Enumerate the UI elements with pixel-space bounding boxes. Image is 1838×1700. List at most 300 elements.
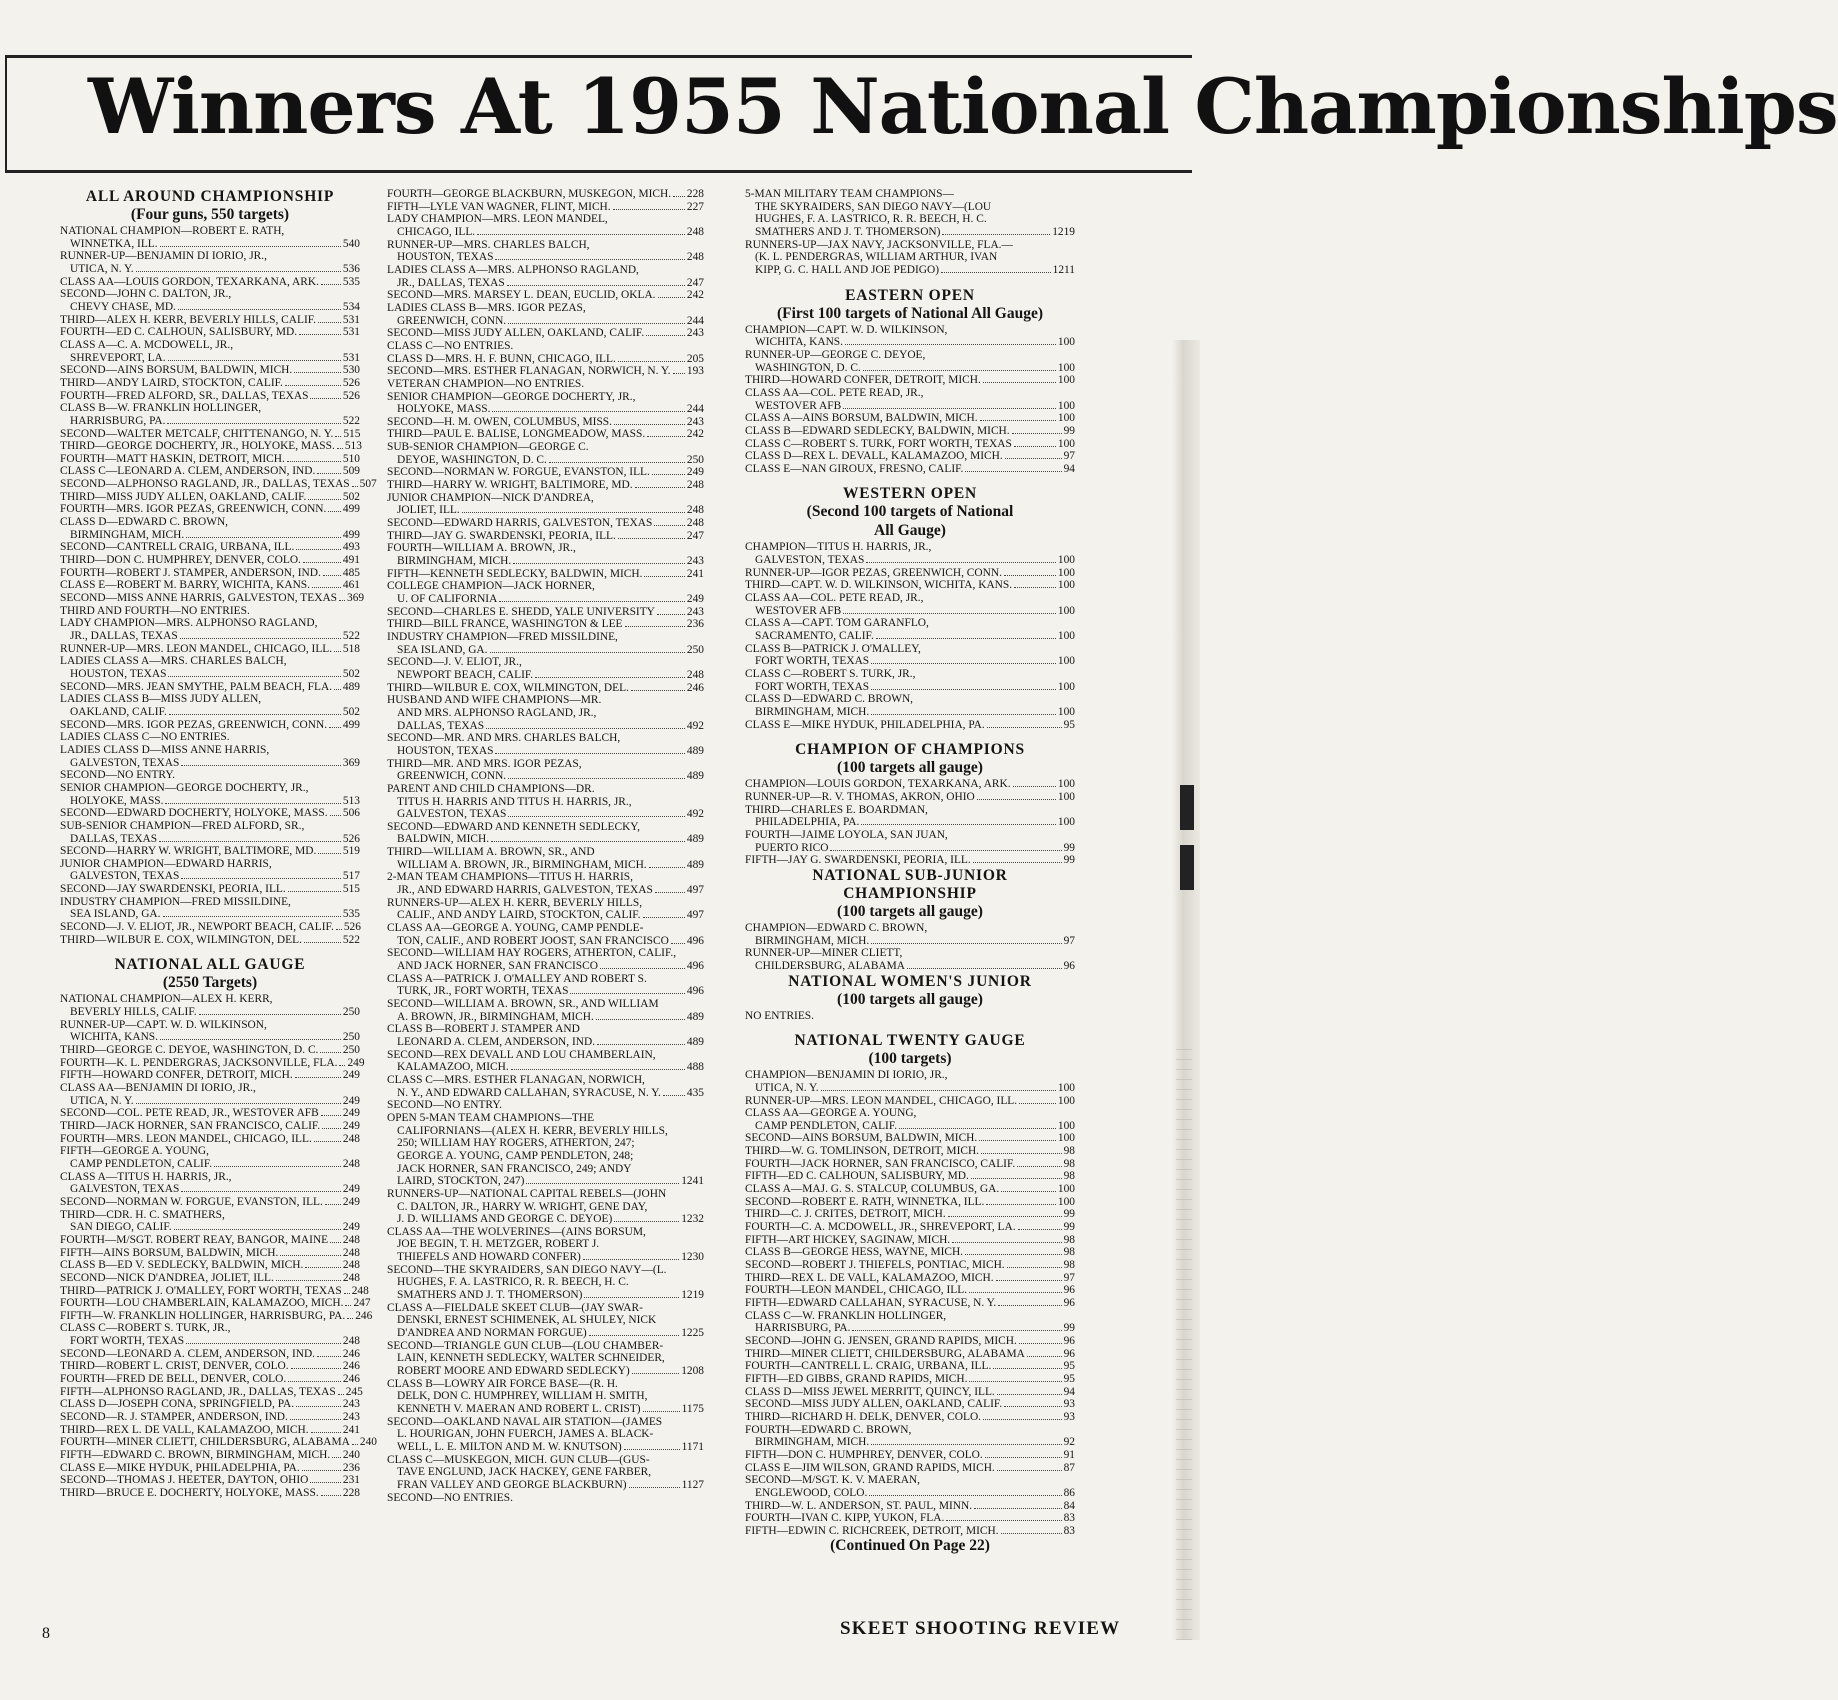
entry-text: FOURTH—MRS. LEON MANDEL, CHICAGO, ILL. [60,1132,312,1145]
entry-text: SECOND—R. J. STAMPER, ANDERSON, IND. [60,1411,288,1424]
score: 248 [342,1157,360,1170]
entry-text: SENIOR CHAMPION—GEORGE DOCHERTY, JR., [387,390,636,403]
score: 244 [686,403,704,416]
result-entry [745,541,1075,554]
entry-text: KIPP, G. C. HALL AND JOE PEDIGO) [755,263,940,276]
entry-text: FIFTH—EDWARD C. BROWN, BIRMINGHAM, MICH. [60,1449,331,1462]
result-entry [60,681,360,694]
dot-leader [658,297,685,298]
entry-text: THIRD—C. J. CRITES, DETROIT, MICH. [745,1208,946,1221]
result-entry-continuation [60,706,360,719]
dot-leader [985,1457,1062,1458]
result-entry [745,1095,1075,1108]
dot-leader [1027,1356,1062,1357]
edge-mark [1180,845,1194,890]
entry-text: SAN DIEGO, CALIF. [70,1221,172,1234]
dot-leader [339,600,345,601]
score: 100 [1057,706,1075,718]
dot-leader [646,335,685,336]
section-spacer [745,731,1075,741]
result-entry [387,656,704,669]
dot-leader [899,1128,1056,1129]
entry-text: CLASS AA—THE WOLVERINES—(AINS BORSUM, [387,1225,646,1238]
score: 228 [342,1487,360,1499]
dot-leader [511,1069,685,1070]
result-entry [60,1082,360,1095]
entry-text: THIRD—ALEX H. KERR, BEVERLY HILLS, CALIF. [60,313,317,326]
entry-text: GREENWICH, CONN. [397,314,507,327]
entry-text: THIRD—WILBUR E. COX, WILMINGTON, DEL. [387,681,629,694]
result-entry-continuation [745,336,1075,349]
result-entry-continuation [60,1031,360,1044]
score: 250 [342,1031,360,1044]
score: 94 [1063,1385,1075,1398]
score: 247 [686,529,704,542]
result-entry [60,858,360,871]
score: 493 [342,541,360,554]
entry-text: THIRD—MR. AND MRS. IGOR PEZAS, [387,757,582,770]
result-entry-continuation [60,301,360,314]
result-entry [387,517,704,530]
result-entry [387,821,704,834]
dot-leader [613,209,685,210]
dot-leader [941,272,1051,273]
dot-leader [495,753,684,754]
entry-text: TON, CALIF., AND ROBERT JOOST, SAN FRANCISCO [397,934,669,947]
result-entry-continuation [387,960,704,973]
section-heading: CHAMPION OF CHAMPIONS [795,741,1025,759]
dot-leader [1007,1267,1062,1268]
result-entry-continuation [387,593,704,606]
dot-leader [866,562,1056,563]
dot-leader [549,462,685,463]
score: 245 [345,1385,363,1398]
score: 99 [1063,1221,1075,1234]
result-entry-continuation [387,1087,704,1100]
dot-leader [321,1495,341,1496]
dot-leader [276,1280,341,1281]
result-entry-continuation [745,1120,1075,1133]
dot-leader [845,344,1056,345]
result-entry [60,744,360,757]
score: 249 [686,593,704,605]
dot-leader [876,638,1056,639]
dot-leader [296,549,341,550]
score: 491 [342,554,360,567]
score: 1232 [681,1213,704,1226]
score: 1127 [681,1478,704,1491]
entry-text: FORT WORTH, TEXAS [755,655,870,668]
score: 95 [1063,1372,1075,1385]
entry-text: N. Y., AND EDWARD CALLAHAN, SYRACUSE, N. Y. [397,1086,661,1099]
result-entry-continuation [387,1428,704,1441]
dot-leader [997,1394,1062,1395]
score: 249 [342,1107,360,1120]
dot-leader [169,714,341,715]
result-entry [387,606,704,619]
score: 231 [342,1474,360,1487]
result-entry-continuation [60,1006,360,1019]
dot-leader [214,1166,341,1167]
score: 93 [1063,1398,1075,1411]
entry-text: PARENT AND CHILD CHAMPIONS—DR. [387,782,595,795]
dot-leader [305,1267,341,1268]
entry-text: THIRD—MISS JUDY ALLEN, OAKLAND, CALIF. [60,490,307,503]
result-entry [387,783,704,796]
dot-leader [635,487,685,488]
dot-leader [317,473,341,474]
dot-leader [462,512,685,513]
result-entry-continuation [60,238,360,251]
entry-text: DALLAS, TEXAS [70,832,158,845]
result-entry-continuation [387,1327,704,1340]
result-entry [60,1322,360,1335]
entry-text: TURK, JR., FORT WORTH, TEXAS [397,985,569,998]
entry-text: FORT WORTH, TEXAS [755,680,870,693]
entry-text: SECOND—JOHN C. DALTON, JR., [60,288,232,301]
score: 369 [347,592,365,605]
dot-leader [969,1292,1062,1293]
entry-text: SECOND—JAY SWARDENSKI, PEORIA, ILL. [60,883,286,896]
entry-text: SECOND—AINS BORSUM, BALDWIN, MICH. [745,1132,978,1145]
score: 250 [342,1006,360,1019]
dot-leader [287,461,341,462]
score: 95 [1063,1360,1075,1373]
score: 246 [342,1347,360,1360]
result-entry [60,782,360,795]
result-entry [745,1010,1075,1023]
result-entry [745,1335,1075,1348]
score: 249 [342,1183,360,1196]
score: 248 [342,1259,360,1272]
entry-text: THIRD—JACK HORNER, SAN FRANCISCO, CALIF. [60,1119,321,1132]
dot-leader [526,1183,679,1184]
entry-text: JUNIOR CHAMPION—NICK D'ANDREA, [387,491,594,504]
result-entry [387,922,704,935]
entry-text: THIRD—REX L. DE VALL, KALAMAZOO, MICH. [745,1271,994,1284]
score: 98 [1063,1157,1075,1170]
entry-text: CLASS D—MRS. H. F. BUNN, CHICAGO, ILL. [387,352,616,365]
entry-text: CLASS A—C. A. MCDOWELL, JR., [60,338,234,351]
dot-leader [294,372,341,373]
dot-leader [328,511,341,512]
section-heading: EASTERN OPEN [845,286,975,304]
score: 100 [1057,1132,1075,1145]
result-entry [745,438,1075,451]
result-entry [60,1234,360,1247]
score: 526 [342,832,360,845]
result-entry [60,1474,360,1487]
result-entry [60,1259,360,1272]
entry-text: JR., AND EDWARD HARRIS, GALVESTON, TEXAS [397,884,653,897]
dot-leader [296,1406,341,1407]
score: 243 [686,415,704,428]
dot-leader [993,1368,1061,1369]
result-entry-continuation [60,870,360,883]
result-entry-continuation [745,655,1075,668]
entry-text: CLASS A—MAJ. G. S. STALCUP, COLUMBUS, GA. [745,1183,1000,1196]
result-entry [387,1049,704,1062]
entry-text: J. D. WILLIAMS AND GEORGE C. DEYOE) [397,1213,613,1226]
result-entry [745,463,1075,476]
result-entry [745,1512,1075,1525]
score: 526 [342,376,360,389]
section-spacer [60,946,360,956]
result-entry-continuation [387,1163,704,1176]
entry-text: 2-MAN TEAM CHAMPIONS—TITUS H. HARRIS, [387,871,633,884]
result-entry-continuation [60,1095,360,1108]
entry-text: LADIES CLASS D—MISS ANNE HARRIS, [60,743,270,756]
entry-text: SECOND—HARRY W. WRIGHT, BALTIMORE, MD. [60,845,317,858]
score: 496 [686,985,704,998]
score: 236 [342,1461,360,1474]
score: 534 [342,300,360,313]
edge-text-shadow [1176,1040,1192,1640]
entry-text: CHAMPION—LOUIS GORDON, TEXARKANA, ARK. [745,778,1011,791]
result-entry [387,213,704,226]
entry-text: CLASS E—NAN GIROUX, FRESNO, CALIF. [745,462,964,475]
entry-text: SECOND—EDWARD HARRIS, GALVESTON, TEXAS [387,517,653,530]
entry-text: RUNNER-UP—MRS. LEON MANDEL, CHICAGO, ILL. [60,642,333,655]
result-entry-continuation [387,1125,704,1138]
entry-text: GALVESTON, TEXAS [70,1183,180,1196]
entry-text: JACK HORNER, SAN FRANCISCO, 249; ANDY [397,1162,632,1175]
result-entry [60,934,360,947]
score: 248 [351,1284,369,1297]
score: 497 [686,884,704,897]
entry-text: SECOND—NO ENTRY. [387,1099,502,1112]
result-entry [745,1360,1075,1373]
score: 522 [342,630,360,642]
dot-leader [1004,575,1056,576]
entry-text: CLASS D—REX L. DEVALL, KALAMAZOO, MICH. [745,450,1003,463]
score: 540 [342,237,360,250]
dot-leader [508,323,685,324]
result-entry [745,1348,1075,1361]
entry-text: SECOND—JOHN G. JENSEN, GRAND RAPIDS, MICH. [745,1334,1017,1347]
entry-text: SUB-SENIOR CHAMPION—GEORGE C. [387,441,589,454]
result-entry-continuation [387,1276,704,1289]
entry-text: THIRD—RICHARD H. DELK, DENVER, COLO. [745,1410,982,1423]
score: 241 [342,1423,360,1436]
dot-leader [165,803,340,804]
score: 205 [686,352,704,365]
score: 517 [342,870,360,883]
result-entry-continuation [387,707,704,720]
dot-leader [1014,587,1056,588]
dot-leader [290,1419,341,1420]
entry-text: CLASS AA—BENJAMIN DI IORIO, JR., [60,1082,256,1094]
entry-text: SECOND—EDWARD AND KENNETH SEDLECKY, [387,820,640,833]
entry-text: FIFTH—ART HICKEY, SAGINAW, MICH. [745,1233,951,1246]
entry-text: RUNNER-UP—BENJAMIN DI IORIO, JR., [60,250,267,263]
score: 100 [1057,790,1075,803]
result-entry [387,694,704,707]
result-entry [387,492,704,505]
score: 250 [686,643,704,656]
result-entry-continuation [745,1487,1075,1500]
entry-text: U. OF CALIFORNIA [397,593,498,605]
result-entry [745,1183,1075,1196]
entry-text: CLASS B—W. FRANKLIN HOLLINGER, [60,402,262,415]
entry-text: THIRD—BILL FRANCE, WASHINGTON & LEE [387,618,623,631]
result-entry [387,264,704,277]
entry-text: WESTOVER AFB [755,399,842,412]
entry-text: CLASS C—W. FRANKLIN HOLLINGER, [745,1309,947,1322]
score: 100 [1057,361,1075,374]
dot-leader [965,1254,1062,1255]
dot-leader [178,309,341,310]
result-entry [60,883,360,896]
result-entry [387,947,704,960]
entry-text: THIRD—BRUCE E. DOCHERTY, HOLYOKE, MASS. [60,1487,319,1499]
dot-leader [312,587,341,588]
result-entry [387,428,704,441]
entry-text: CLASS AA—GEORGE A. YOUNG, CAMP PENDLE- [387,922,644,935]
result-entry-continuation [745,706,1075,719]
entry-text: WESTOVER AFB [755,604,842,617]
dot-leader [596,1019,685,1020]
entry-text: SECOND—WILLIAM A. BROWN, SR., AND WILLIAM [387,998,659,1010]
entry-text: PUERTO RICO [755,841,829,854]
dot-leader [869,1495,1061,1496]
entry-text: GEORGE A. YOUNG, CAMP PENDLETON, 248; [397,1149,634,1162]
score: 535 [342,275,360,288]
result-entry [387,542,704,555]
entry-text: GALVESTON, TEXAS [70,756,180,769]
entry-text: CLASS C—ROBERT S. TURK, JR., [745,668,916,681]
section-subheading: (100 targets all gauge) [837,990,983,1008]
dot-leader [337,448,343,449]
score: 510 [342,452,360,465]
section-heading: WESTERN OPEN [842,485,978,503]
dot-leader [181,765,341,766]
entry-text: SUB-SENIOR CHAMPION—FRED ALFORD, SR., [60,819,305,832]
result-entry-continuation [745,554,1075,567]
result-entry [60,478,377,491]
result-entry [387,1023,704,1036]
result-entry-continuation [387,226,704,239]
entry-text: INDUSTRY CHAMPION—FRED MISSILDINE, [60,895,291,908]
score: 1211 [1052,263,1075,276]
result-entry-continuation [745,251,1075,264]
entry-text: CLASS E—ROBERT M. BARRY, WICHITA, KANS. [60,579,310,592]
entry-text: FIFTH—ED C. CALHOUN, SALISBURY, MD. [745,1170,969,1183]
score: 248 [342,1233,360,1246]
result-entry [387,327,704,340]
entry-text: KENNETH V. MAERAN AND ROBERT L. CRIST) [397,1403,641,1415]
entry-text: CAMP PENDLETON, CALIF. [755,1119,898,1132]
score: 100 [1057,437,1075,450]
result-entry [60,1196,360,1209]
result-entry-continuation [60,1335,360,1348]
dot-leader [347,1318,353,1319]
entry-text: SECOND—NO ENTRIES. [387,1491,513,1504]
dot-leader [160,246,341,247]
entry-text: FOURTH—ROBERT J. STAMPER, ANDERSON, IND. [60,566,321,579]
score: 485 [342,566,360,579]
dot-leader [1017,1166,1061,1167]
score: 84 [1063,1499,1075,1512]
score: 497 [686,909,704,922]
entry-text: SECOND—MRS. IGOR PEZAS, GREENWICH, CONN. [60,718,328,731]
result-entry [60,1056,365,1070]
result-entry [387,1492,704,1505]
dot-leader [159,841,341,842]
result-entry-continuation [387,859,704,872]
entry-text: CLASS E—MIKE HYDUK, PHILADELPHIA, PA. [60,1461,300,1474]
score: 248 [342,1132,360,1145]
result-entry-continuation [745,1322,1075,1335]
result-entry [60,1145,360,1158]
score: 83 [1063,1524,1075,1537]
score: 244 [686,314,704,327]
entry-text: CLASS AA—COL. PETE READ, JR., [745,386,924,399]
dot-leader [486,728,685,729]
result-entry [60,1385,363,1399]
entry-text: FOURTH—ED C. CALHOUN, SALISBURY, MD. [60,326,298,339]
result-entry [387,998,704,1011]
entry-text: GALVESTON, TEXAS [755,554,865,567]
score: 248 [686,225,704,238]
score: 509 [342,465,360,478]
entry-text: A. BROWN, JR., BIRMINGHAM, MICH. [397,1010,594,1023]
entry-text: LAIN, KENNETH SEDLECKY, WALTER SCHNEIDER, [397,1352,665,1365]
dot-leader [1019,1343,1062,1344]
score: 98 [1063,1233,1075,1246]
result-entry [745,1525,1075,1538]
dot-leader [302,1470,341,1471]
result-entry [60,719,360,732]
score: 249 [686,466,704,479]
result-entry [387,1074,704,1087]
result-entry [60,1297,371,1310]
entry-text: CHAMPION—CAPT. W. D. WILKINSON, [745,323,948,336]
result-entry [745,693,1075,706]
score: 506 [342,807,360,820]
results-column-3 [745,188,1075,1556]
entry-text: FIFTH—LYLE VAN WAGNER, FLINT, MICH. [387,200,611,213]
result-entry-continuation [60,1183,360,1196]
dot-leader [974,1508,1062,1509]
result-entry [60,428,360,441]
entry-text: THIRD—ANDY LAIRD, STOCKTON, CALIF. [60,376,283,389]
result-entry [60,465,360,478]
entry-text: THIRD—W. L. ANDERSON, ST. PAUL, MINN. [745,1499,973,1512]
entry-text: FOURTH—WILLIAM A. BROWN, JR., [387,542,576,555]
dot-leader [321,284,341,285]
result-entry [745,1259,1075,1272]
result-entry [745,412,1075,425]
dot-leader [979,1140,1056,1141]
entry-text: THIEFELS AND HOWARD CONFER) [397,1251,581,1264]
entry-text: CLASS D—JOSEPH CONA, SPRINGFIELD, PA. [60,1398,295,1411]
dot-leader [983,1419,1062,1420]
result-entry [387,1264,704,1277]
entry-text: RUNNER-UP—R. V. THOMAS, AKRON, OHIO [745,790,975,803]
score: 96 [1063,959,1075,972]
result-entry-continuation [387,796,704,809]
results-column-2 [387,188,704,1504]
score: 100 [1057,579,1075,592]
entry-text: UTICA, N. Y. [755,1081,819,1094]
entry-text: CALIFORNIANS—(ALEX H. KERR, BEVERLY HILLS, [397,1124,668,1137]
result-entry-continuation [387,1137,704,1150]
dot-leader [946,1520,1061,1521]
entry-text: C. DALTON, JR., HARRY W. WRIGHT, GENE DAY, [397,1200,648,1213]
entry-text: ENGLEWOOD, COLO. [755,1486,868,1499]
entry-text: CLASS B—ED V. SEDLECKY, BALDWIN, MICH. [60,1259,304,1272]
